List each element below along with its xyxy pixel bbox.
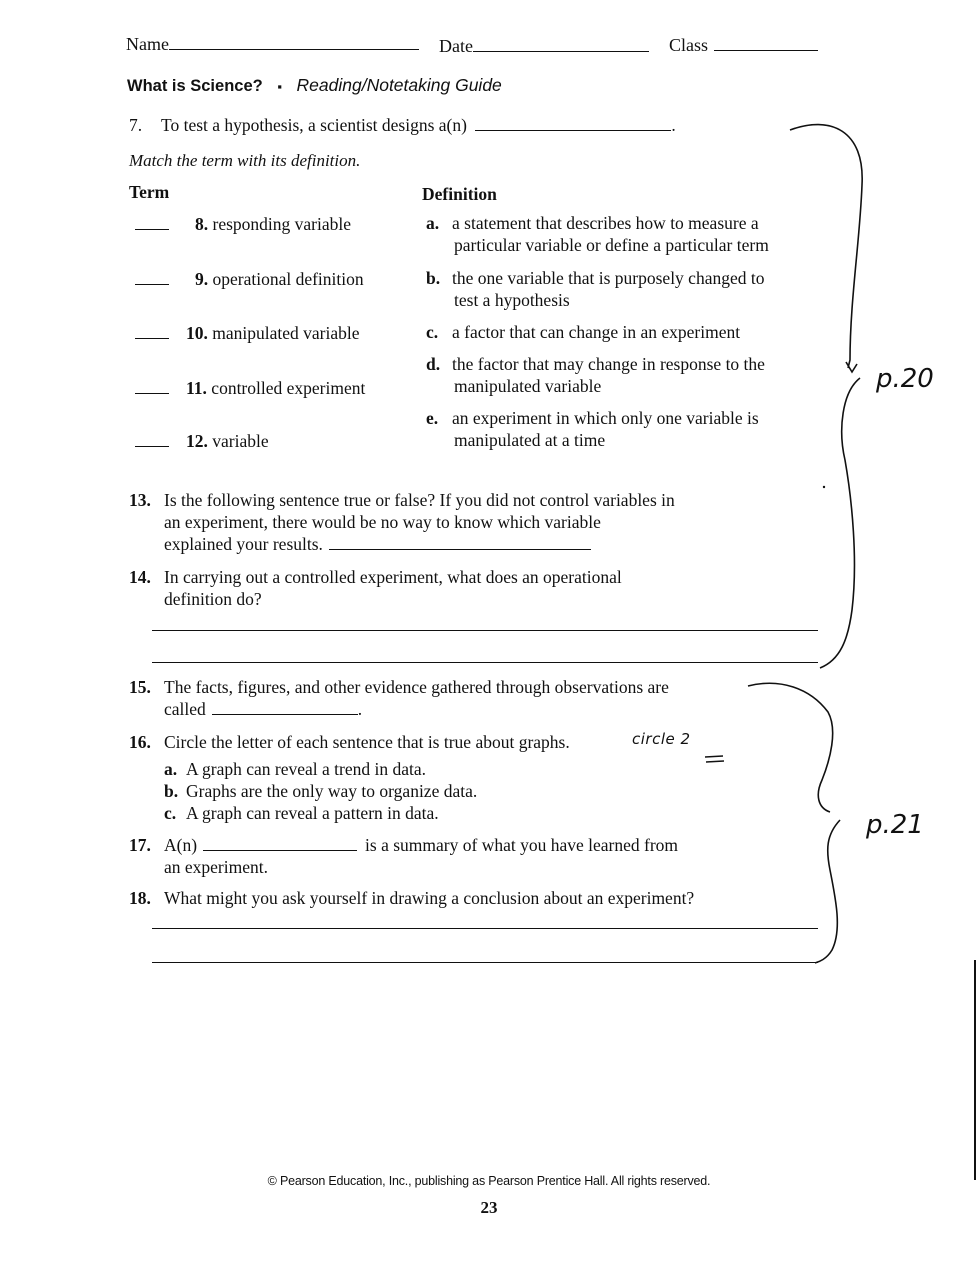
definition-letter: e. [426,408,439,428]
page-number: 23 [480,1198,498,1217]
option-letter[interactable]: a. [164,759,178,779]
brace-top-icon [790,125,862,372]
definition-letter: a. [426,213,440,233]
question-number: 17. [129,835,151,855]
copyright-footer: © Pearson Education, Inc., publishing as Pearson Prentice Hall. All rights reserved. [267,1174,711,1188]
term-header: Term [129,182,170,202]
question-number: 14. [129,567,151,587]
option-text: Graphs are the only way to organize data. [186,781,478,801]
annotation-page-bottom: p.21 [866,810,924,840]
option-letter[interactable]: c. [164,803,177,823]
annotation-circle-note: circle 2 [632,730,691,748]
question-text: In carrying out a controlled experiment, what does an operational [164,567,622,587]
brace-bottom-icon [748,683,833,812]
question-text: is a summary of what you have learned from [365,835,679,855]
term-text: variable [212,431,269,451]
question-text: called [164,699,206,719]
definition-text: a factor that can change in an experiment [452,322,741,342]
annotation-page-top: p.20 [876,364,934,394]
term-number: 12. [186,431,208,451]
question-number: 16. [129,732,151,752]
question-text: explained your results. [164,534,323,554]
term-text: controlled experiment [211,378,366,398]
option-text: A graph can reveal a trend in data. [186,759,427,779]
brace-bottom-lower-icon [815,820,840,963]
question-text: To test a hypothesis, a scientist designs a(n) [161,115,467,135]
option-text: A graph can reveal a pattern in data. [186,803,439,823]
question-text: Is the following sentence true or false? If you did not control variables in [164,490,675,510]
question-text: The facts, figures, and other evidence gathered through observations are [164,677,669,697]
definition-text: manipulated at a time [454,430,606,450]
brace-top-lower-icon [820,378,860,668]
term-text: operational definition [212,269,364,289]
definition-text: an experiment in which only one variable is [452,408,759,428]
section-title: What is Science? [127,77,263,95]
section-subtitle: Reading/Notetaking Guide [296,75,502,95]
option-letter[interactable]: b. [164,781,179,801]
term-number: 9. [195,269,209,289]
period: . [357,699,363,719]
question-number: 18. [129,888,151,908]
question-text: Circle the letter of each sentence that is true about graphs. [164,732,570,752]
definition-text: a statement that describes how to measure a [452,213,759,233]
definition-text: manipulated variable [454,376,602,396]
date-label: Date [439,36,473,56]
matching-instruction: Match the term with its definition. [129,151,361,170]
definition-letter: c. [426,322,439,342]
definition-header: Definition [422,184,497,204]
term-number: 8. [195,214,209,234]
question-text: What might you ask yourself in drawing a conclusion about an experiment? [164,888,695,908]
question-text: A(n) [164,835,198,855]
question-number: 13. [129,490,151,510]
question-number: 7. [129,115,143,135]
question-text: an experiment. [164,857,268,877]
question-number: 15. [129,677,151,697]
period: . [671,115,676,135]
class-label: Class [669,35,709,55]
definition-text: test a hypothesis [454,290,570,310]
term-number: 11. [186,378,207,398]
underline-mark-icon [705,756,724,762]
definition-text: particular variable or define a particular term [454,235,769,255]
bullet-icon: ▪ [277,79,282,94]
name-label: Name [126,34,169,54]
term-number: 10. [186,323,208,343]
definition-letter: b. [426,268,441,288]
term-text: responding variable [212,214,351,234]
question-text: definition do? [164,589,262,609]
term-text: manipulated variable [212,323,360,343]
definition-letter: d. [426,354,441,374]
definition-text: the factor that may change in response to the [452,354,765,374]
question-text: an experiment, there would be no way to know which variable [164,512,601,532]
definition-text: the one variable that is purposely changed to [452,268,765,288]
